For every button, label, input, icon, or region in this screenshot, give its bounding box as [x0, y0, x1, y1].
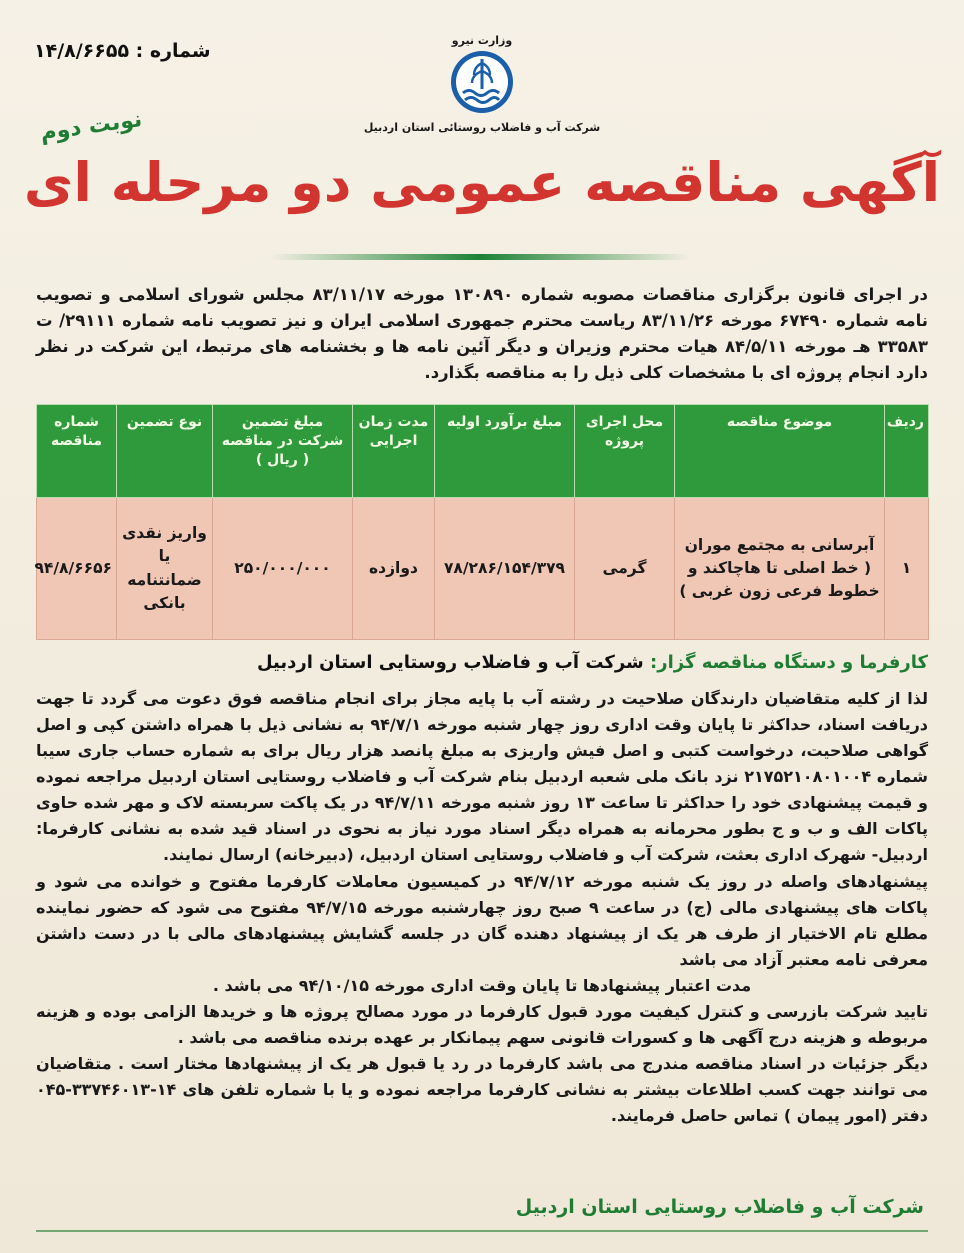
- col-header: مدت زمان اجرایی: [353, 405, 435, 498]
- cell-subject: آبرسانی به مجتمع موران ( خط اصلی تا هاچاکند و خطوط فرعی زون غربی ): [675, 498, 885, 640]
- col-header: موضوع مناقصه: [675, 405, 885, 498]
- notice-body: [36, 686, 928, 1129]
- col-header: مبلغ برآورد اولیه: [435, 405, 575, 498]
- notice-number: شماره : ۱۴/۸/۶۶۵۵: [34, 40, 211, 62]
- body-paragraph: تایید شرکت بازرسی و کنترل کیفیت مورد قبول کارفرما در مورد مصالح پروژه ها و خریدها الزامی بوده و هزینه مربوطه و هزینه درج آگهی ها و کسورات قانونی سهم پیمانکار بر عهده برنده مناقصه می باشد .: [36, 1001, 928, 1048]
- cell-index: ۱: [885, 498, 929, 640]
- employer-value: شرکت آب و فاضلاب روستایی استان اردبیل: [256, 652, 644, 673]
- title-divider: [270, 254, 690, 260]
- page-title: آگهی مناقصه عمومی دو مرحله ای: [23, 151, 941, 214]
- cell-estimate: ۷۸/۲۸۶/۱۵۴/۳۷۹: [435, 498, 575, 640]
- table-header-row: [37, 405, 929, 498]
- body-paragraph: پیشنهادهای واصله در روز یک شنبه مورخه ۹۴/۷/۱۲ در کمیسیون معاملات کارفرما مفتوح و خوانده می شود و پاکات های پیشنهادی مالی (ج) در ساعت ۹ صبح روز چهارشنبه مورخه ۹۴/۷/۱۵ مفتوح می شود که حضور نماینده مطلع تام الاختیار از طرف هر یک از پیشنهاد دهنده گان در جلسه گشایش پیشنهادهای مالی با در دست داشتن معرفی نامه معتبر آزاد می باشد: [36, 871, 929, 969]
- cell-tender-number: ۹۴/۸/۶۶۵۶: [37, 498, 117, 640]
- tender-table: [36, 404, 929, 640]
- body-paragraph: مدت اعتبار پیشنهادها تا پایان وقت اداری مورخه ۹۴/۱۰/۱۵ می باشد .: [212, 975, 752, 995]
- cell-guarantee-amount: ۲۵۰/۰۰۰/۰۰۰: [213, 498, 353, 640]
- footer-company: شرکت آب و فاضلاب روستایی استان اردبیل: [515, 1196, 924, 1218]
- employer-label: کارفرما و دستگاه مناقصه گزار:: [650, 652, 928, 673]
- cell-guarantee-type: واریز نقدی یا ضمانتنامه بانکی: [117, 498, 213, 640]
- footer-divider: [36, 1230, 928, 1232]
- col-header: ردیف: [885, 405, 929, 498]
- intro-paragraph: در اجرای قانون برگزاری مناقصات مصوبه شماره ۱۳۰۸۹۰ مورخه ۸۳/۱۱/۱۷ مجلس شورای اسلامی و تصویب نامه شماره ۶۷۴۹۰ مورخه ۸۳/۱۱/۲۶ ریاست محترم جمهوری اسلامی ایران و نیز تصویب نامه شماره ۲۹۱۱۱/ ت ۳۳۵۸۳ هـ مورخه ۸۴/۵/۱۱ هیات محترم وزیران و دیگر آئین نامه ها و بخشنامه های مرتبط، این شرکت در نظر دارد انجام پروژه ای با مشخصات کلی ذیل را به مناقصه بگذارد.: [36, 285, 929, 383]
- cell-location: گرمی: [575, 498, 675, 640]
- col-header: محل اجرای پروژه: [575, 405, 675, 498]
- ministry-name: وزارت نیرو: [451, 34, 513, 47]
- col-header: مبلغ تضمین شرکت در مناقصه ( ریال ): [213, 405, 353, 498]
- body-paragraph: لذا از کلیه متقاضیان دارندگان صلاحیت در رشته آب با پایه مجاز برای انجام مناقصه فوق دعوت می گردد تا جهت دریافت اسناد، حداکثر تا پایان وقت اداری روز چهار شنبه مورخه ۹۴/۷/۱ به نشانی ذیل با همراه داشتن کپی و اصل گواهی صلاحیت، درخواست کتبی و اصل فیش واریزی به مبلغ پانصد هزار ریال برای به شماره حساب جاری سیبا شماره ۲۱۷۵۲۱۰۸۰۱۰۰۴ نزد بانک ملی شعبه اردبیل بنام شرکت آب و فاضلاب روستایی استان اردبیل مراجعه نموده و قیمت پیشنهادی خود را حداکثر تا ساعت ۱۳ روز شنبه مورخه ۹۴/۷/۱۱ در یک پاکت سربسته لاک و مهر شده حاوی پاکات الف و ب و ج بطور محرمانه به همراه دیگر اسناد مورد نیاز به نحوی در اسناد قید شده به نشانی کارفرما: اردبیل- شهرک اداری بعثت، شرکت آب و فاضلاب روستایی استان اردبیل، (دبیرخانه) ارسال نمایند.: [36, 689, 929, 865]
- company-logo-icon: [449, 49, 515, 115]
- company-small-name: شرکت آب و فاضلاب روستائی استان اردبیل: [363, 121, 601, 134]
- col-header: شماره مناقصه: [37, 405, 117, 498]
- logo-block: [362, 34, 602, 134]
- body-paragraph: دیگر جزئیات در اسناد مناقصه مندرج می باشد کارفرما در رد یا قبول هر یک از پیشنهادها مختار است . متقاضیان می توانند جهت کسب اطلاعات بیشتر به نشانی کارفرما مراجعه نموده و یا با شماره تلفن های ۱۴-۳۳۷۴۶۰۱۳-۰۴۵ دفتر (امور پیمان ) تماس حاصل فرمایند.: [36, 1054, 928, 1126]
- cell-duration: دوازده: [353, 498, 435, 640]
- employer-line: [36, 652, 928, 673]
- round-label: نوبت دوم: [38, 106, 144, 147]
- table-row: [37, 498, 929, 640]
- col-header: نوع تضمین: [117, 405, 213, 498]
